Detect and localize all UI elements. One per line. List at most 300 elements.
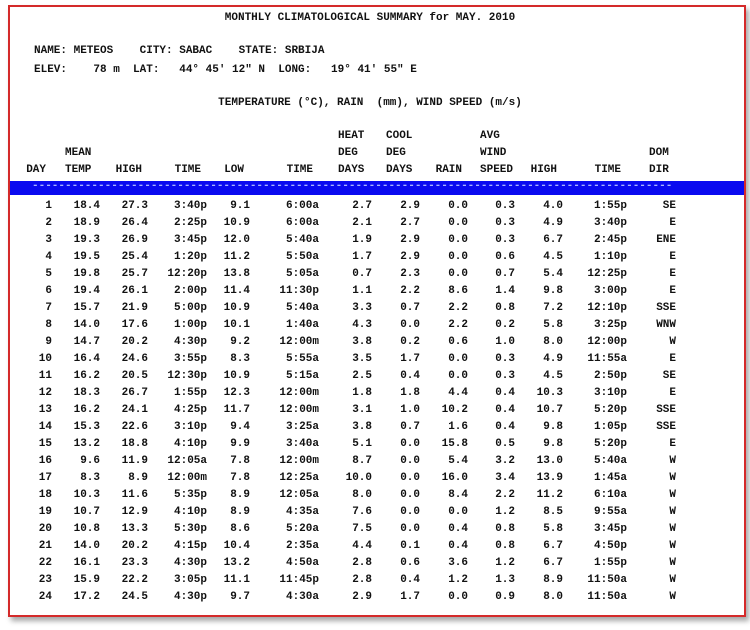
cell-high2: 9.8 — [543, 421, 563, 433]
cell-high: 22.2 — [121, 574, 148, 586]
cell-high2: 6.7 — [543, 540, 563, 552]
cell-mean: 18.9 — [73, 217, 100, 229]
cell-time2: 6:00a — [285, 200, 319, 212]
cell-cool: 2.2 — [400, 285, 420, 297]
cell-mean: 17.2 — [73, 591, 100, 603]
cell-avgwind: 0.4 — [495, 421, 515, 433]
cell-dom: W — [669, 489, 676, 501]
table-row — [10, 455, 746, 472]
cell-avgwind: 0.4 — [495, 387, 515, 399]
cell-time3: 1:55p — [593, 557, 627, 569]
cell-rain: 2.2 — [448, 302, 468, 314]
cell-heat: 1.9 — [352, 234, 372, 246]
cell-high: 11.6 — [121, 489, 148, 501]
table-row — [10, 319, 746, 336]
cell-time: 3:05p — [173, 574, 207, 586]
cell-mean: 16.2 — [73, 370, 100, 382]
cell-time: 5:30p — [173, 523, 207, 535]
cell-mean: 18.3 — [73, 387, 100, 399]
cell-dom: SSE — [656, 302, 676, 314]
cell-dom: W — [669, 336, 676, 348]
data-table — [10, 200, 746, 608]
table-row — [10, 268, 746, 285]
cell-day: 5 — [45, 268, 52, 280]
cell-cool: 1.7 — [400, 591, 420, 603]
cell-time3: 1:10p — [593, 251, 627, 263]
cell-high: 8.9 — [128, 472, 148, 484]
cell-dom: E — [669, 268, 676, 280]
cell-high2: 13.9 — [536, 472, 563, 484]
cell-time2: 1:40a — [285, 319, 319, 331]
cell-time2: 3:40a — [285, 438, 319, 450]
cell-time2: 3:25a — [285, 421, 319, 433]
cell-cool: 0.1 — [400, 540, 420, 552]
cell-heat: 2.1 — [352, 217, 372, 229]
cell-rain: 2.2 — [448, 319, 468, 331]
cell-day: 9 — [45, 336, 52, 348]
cell-low: 9.7 — [230, 591, 250, 603]
cell-high2: 13.0 — [536, 455, 563, 467]
cell-high: 22.6 — [121, 421, 148, 433]
cell-high: 18.8 — [121, 438, 148, 450]
cell-high2: 9.8 — [543, 438, 563, 450]
cell-avgwind: 2.2 — [495, 489, 515, 501]
cell-rain: 0.0 — [448, 217, 468, 229]
cell-mean: 18.4 — [73, 200, 100, 212]
cell-time: 12:05a — [167, 455, 207, 467]
cell-time3: 5:40a — [593, 455, 627, 467]
cell-dom: W — [669, 557, 676, 569]
cell-time3: 5:20p — [593, 438, 627, 450]
cell-rain: 0.0 — [448, 370, 468, 382]
cell-time2: 2:35a — [285, 540, 319, 552]
header-heat-line1: HEAT — [338, 130, 365, 142]
cell-cool: 0.2 — [400, 336, 420, 348]
table-row — [10, 557, 746, 574]
cell-rain: 0.0 — [448, 506, 468, 518]
cell-avgwind: 0.4 — [495, 404, 515, 416]
table-row — [10, 540, 746, 557]
cell-heat: 1.7 — [352, 251, 372, 263]
cell-time3: 2:45p — [593, 234, 627, 246]
cell-day: 2 — [45, 217, 52, 229]
cell-high: 26.7 — [121, 387, 148, 399]
cell-cool: 0.0 — [400, 472, 420, 484]
header-mean-line3: TEMP — [65, 164, 92, 176]
cell-heat: 8.0 — [352, 489, 372, 501]
cell-low: 9.2 — [230, 336, 250, 348]
cell-day: 7 — [45, 302, 52, 314]
cell-mean: 19.8 — [73, 268, 100, 280]
cell-avgwind: 0.7 — [495, 268, 515, 280]
cell-dom: W — [669, 455, 676, 467]
header-low-line3: LOW — [224, 164, 244, 176]
table-row — [10, 421, 746, 438]
cell-time2: 5:55a — [285, 353, 319, 365]
cell-avgwind: 0.8 — [495, 540, 515, 552]
cell-heat: 7.5 — [352, 523, 372, 535]
cell-time2: 12:00m — [279, 387, 319, 399]
cell-heat: 3.8 — [352, 336, 372, 348]
cell-time2: 5:40a — [285, 302, 319, 314]
cell-time3: 12:25p — [587, 268, 627, 280]
cell-heat: 3.5 — [352, 353, 372, 365]
cell-dom: E — [669, 438, 676, 450]
cell-low: 12.0 — [223, 234, 250, 246]
station-location-line: ELEV: 78 m LAT: 44° 45' 12" N LONG: 19° 41' 55" E — [34, 64, 417, 76]
cell-time3: 12:10p — [587, 302, 627, 314]
cell-avgwind: 1.2 — [495, 557, 515, 569]
cell-avgwind: 1.4 — [495, 285, 515, 297]
cell-high2: 5.8 — [543, 523, 563, 535]
cell-low: 10.4 — [223, 540, 250, 552]
cell-dom: E — [669, 387, 676, 399]
cell-low: 8.9 — [230, 489, 250, 501]
table-row — [10, 591, 746, 608]
cell-cool: 2.9 — [400, 251, 420, 263]
cell-time: 4:10p — [173, 438, 207, 450]
cell-high: 26.1 — [121, 285, 148, 297]
cell-rain: 0.4 — [448, 540, 468, 552]
cell-high2: 6.7 — [543, 557, 563, 569]
cell-time3: 11:50a — [587, 574, 627, 586]
cell-time3: 9:55a — [593, 506, 627, 518]
table-row — [10, 336, 746, 353]
cell-time3: 1:45a — [593, 472, 627, 484]
cell-dom: SE — [662, 200, 676, 212]
cell-time: 4:30p — [173, 591, 207, 603]
cell-day: 20 — [38, 523, 52, 535]
table-row — [10, 387, 746, 404]
cell-rain: 16.0 — [441, 472, 468, 484]
cell-cool: 0.0 — [400, 455, 420, 467]
cell-day: 15 — [38, 438, 52, 450]
cell-low: 7.8 — [230, 455, 250, 467]
cell-mean: 19.5 — [73, 251, 100, 263]
cell-rain: 10.2 — [441, 404, 468, 416]
cell-rain: 0.0 — [448, 353, 468, 365]
cell-time2: 5:50a — [285, 251, 319, 263]
cell-time: 12:20p — [167, 268, 207, 280]
cell-rain: 0.0 — [448, 234, 468, 246]
report-window — [8, 5, 746, 617]
cell-high: 20.2 — [121, 540, 148, 552]
cell-heat: 2.8 — [352, 557, 372, 569]
table-row — [10, 404, 746, 421]
cell-time3: 11:50a — [587, 591, 627, 603]
cell-high: 23.3 — [121, 557, 148, 569]
cell-day: 16 — [38, 455, 52, 467]
cell-dom: SE — [662, 370, 676, 382]
cell-high: 24.6 — [121, 353, 148, 365]
cell-time: 4:30p — [173, 557, 207, 569]
header-time-line3: TIME — [174, 164, 201, 176]
cell-time2: 12:05a — [279, 489, 319, 501]
cell-cool: 2.9 — [400, 200, 420, 212]
cell-dom: SSE — [656, 421, 676, 433]
cell-heat: 7.6 — [352, 506, 372, 518]
cell-cool: 1.7 — [400, 353, 420, 365]
cell-time: 1:55p — [173, 387, 207, 399]
cell-heat: 2.5 — [352, 370, 372, 382]
cell-high: 12.9 — [121, 506, 148, 518]
cell-mean: 13.2 — [73, 438, 100, 450]
table-row — [10, 472, 746, 489]
cell-time3: 4:50p — [593, 540, 627, 552]
cell-heat: 3.8 — [352, 421, 372, 433]
cell-heat: 2.7 — [352, 200, 372, 212]
cell-heat: 1.1 — [352, 285, 372, 297]
cell-time2: 12:00m — [279, 404, 319, 416]
cell-cool: 2.9 — [400, 234, 420, 246]
cell-high2: 5.4 — [543, 268, 563, 280]
cell-time2: 12:25a — [279, 472, 319, 484]
table-row — [10, 353, 746, 370]
cell-time: 5:00p — [173, 302, 207, 314]
cell-day: 6 — [45, 285, 52, 297]
cell-rain: 8.4 — [448, 489, 468, 501]
cell-rain: 1.6 — [448, 421, 468, 433]
cell-heat: 2.9 — [352, 591, 372, 603]
table-row — [10, 251, 746, 268]
cell-avgwind: 0.8 — [495, 302, 515, 314]
cell-day: 18 — [38, 489, 52, 501]
cell-time3: 3:40p — [593, 217, 627, 229]
cell-avgwind: 1.2 — [495, 506, 515, 518]
cell-heat: 4.4 — [352, 540, 372, 552]
cell-rain: 0.6 — [448, 336, 468, 348]
cell-day: 14 — [38, 421, 52, 433]
cell-time2: 12:00m — [279, 455, 319, 467]
cell-dom: E — [669, 285, 676, 297]
cell-high2: 8.9 — [543, 574, 563, 586]
cell-dom: W — [669, 523, 676, 535]
cell-heat: 3.3 — [352, 302, 372, 314]
header-heat-line2: DEG — [338, 147, 358, 159]
cell-high2: 6.7 — [543, 234, 563, 246]
table-row — [10, 285, 746, 302]
cell-high: 20.2 — [121, 336, 148, 348]
cell-cool: 0.0 — [400, 489, 420, 501]
cell-time2: 11:45p — [279, 574, 319, 586]
cell-time: 4:25p — [173, 404, 207, 416]
cell-time2: 4:50a — [285, 557, 319, 569]
header-avgwind-line1: AVG — [480, 130, 500, 142]
table-row — [10, 574, 746, 591]
cell-time: 3:45p — [173, 234, 207, 246]
cell-dom: E — [669, 217, 676, 229]
cell-high2: 11.2 — [536, 489, 563, 501]
cell-avgwind: 0.3 — [495, 217, 515, 229]
cell-mean: 14.7 — [73, 336, 100, 348]
cell-day: 24 — [38, 591, 52, 603]
cell-time: 5:35p — [173, 489, 207, 501]
cell-low: 10.9 — [223, 302, 250, 314]
cell-avgwind: 0.5 — [495, 438, 515, 450]
cell-high: 25.4 — [121, 251, 148, 263]
cell-mean: 10.3 — [73, 489, 100, 501]
cell-time3: 2:50p — [593, 370, 627, 382]
cell-high2: 10.7 — [536, 404, 563, 416]
table-row — [10, 370, 746, 387]
cell-time3: 1:55p — [593, 200, 627, 212]
cell-day: 12 — [38, 387, 52, 399]
cell-rain: 0.4 — [448, 523, 468, 535]
cell-low: 8.9 — [230, 506, 250, 518]
cell-rain: 4.4 — [448, 387, 468, 399]
cell-low: 11.4 — [223, 285, 250, 297]
cell-time2: 6:00a — [285, 217, 319, 229]
cell-mean: 19.4 — [73, 285, 100, 297]
cell-dom: W — [669, 574, 676, 586]
cell-dom: SSE — [656, 404, 676, 416]
separator-dashes: ------------------------------------------------------------------------------------------------- — [32, 181, 673, 192]
station-info-line: NAME: METEOS CITY: SABAC STATE: SRBIJA — [34, 45, 325, 57]
table-row — [10, 438, 746, 455]
report-title: MONTHLY CLIMATOLOGICAL SUMMARY for MAY. 2010 — [224, 12, 516, 24]
cell-time: 2:00p — [173, 285, 207, 297]
table-row — [10, 489, 746, 506]
cell-high2: 7.2 — [543, 302, 563, 314]
cell-day: 19 — [38, 506, 52, 518]
table-row — [10, 200, 746, 217]
cell-high: 13.3 — [121, 523, 148, 535]
cell-high2: 4.5 — [543, 370, 563, 382]
header-cool-line1: COOL — [386, 130, 413, 142]
cell-time: 4:15p — [173, 540, 207, 552]
cell-cool: 2.3 — [400, 268, 420, 280]
header-heat-line3: DAYS — [338, 164, 365, 176]
header-time3-line3: TIME — [594, 164, 621, 176]
cell-mean: 16.2 — [73, 404, 100, 416]
header-high2-line3: HIGH — [530, 164, 557, 176]
cell-high2: 8.0 — [543, 591, 563, 603]
cell-dom: W — [669, 540, 676, 552]
cell-high2: 4.9 — [543, 353, 563, 365]
cell-mean: 15.3 — [73, 421, 100, 433]
cell-time: 3:55p — [173, 353, 207, 365]
cell-dom: ENE — [656, 234, 676, 246]
cell-avgwind: 0.9 — [495, 591, 515, 603]
cell-high2: 4.9 — [543, 217, 563, 229]
table-row — [10, 302, 746, 319]
cell-time: 3:40p — [173, 200, 207, 212]
cell-time: 1:20p — [173, 251, 207, 263]
header-time2-line3: TIME — [286, 164, 313, 176]
cell-mean: 10.7 — [73, 506, 100, 518]
cell-time2: 5:20a — [285, 523, 319, 535]
cell-mean: 15.9 — [73, 574, 100, 586]
cell-day: 17 — [38, 472, 52, 484]
cell-time: 12:00m — [167, 472, 207, 484]
cell-avgwind: 0.8 — [495, 523, 515, 535]
cell-mean: 14.0 — [73, 540, 100, 552]
cell-rain: 0.0 — [448, 268, 468, 280]
cell-heat: 5.1 — [352, 438, 372, 450]
cell-avgwind: 0.6 — [495, 251, 515, 263]
cell-dom: WNW — [656, 319, 676, 331]
cell-time2: 11:30p — [279, 285, 319, 297]
cell-cool: 0.4 — [400, 574, 420, 586]
cell-time3: 3:10p — [593, 387, 627, 399]
cell-day: 11 — [38, 370, 52, 382]
cell-time3: 12:00p — [587, 336, 627, 348]
cell-time3: 5:20p — [593, 404, 627, 416]
table-row — [10, 217, 746, 234]
cell-avgwind: 0.3 — [495, 200, 515, 212]
cell-rain: 5.4 — [448, 455, 468, 467]
cell-time3: 11:55a — [587, 353, 627, 365]
cell-rain: 8.6 — [448, 285, 468, 297]
cell-dom: W — [669, 591, 676, 603]
cell-avgwind: 0.3 — [495, 353, 515, 365]
table-row — [10, 506, 746, 523]
cell-low: 9.1 — [230, 200, 250, 212]
cell-day: 8 — [45, 319, 52, 331]
cell-time3: 3:45p — [593, 523, 627, 535]
cell-day: 23 — [38, 574, 52, 586]
header-high-line3: HIGH — [115, 164, 142, 176]
cell-low: 10.1 — [223, 319, 250, 331]
cell-time2: 5:05a — [285, 268, 319, 280]
cell-day: 13 — [38, 404, 52, 416]
cell-heat: 2.8 — [352, 574, 372, 586]
cell-high2: 9.8 — [543, 285, 563, 297]
cell-high: 20.5 — [121, 370, 148, 382]
header-separator-bar — [10, 181, 746, 195]
header-avgwind-line2: WIND — [480, 147, 507, 159]
cell-high: 11.9 — [121, 455, 148, 467]
cell-time2: 4:35a — [285, 506, 319, 518]
cell-time: 2:25p — [173, 217, 207, 229]
cell-avgwind: 3.4 — [495, 472, 515, 484]
cell-high2: 10.3 — [536, 387, 563, 399]
cell-mean: 8.3 — [80, 472, 100, 484]
cell-low: 12.3 — [223, 387, 250, 399]
cell-heat: 0.7 — [352, 268, 372, 280]
cell-high2: 4.5 — [543, 251, 563, 263]
cell-dom: W — [669, 506, 676, 518]
cell-mean: 16.1 — [73, 557, 100, 569]
table-row — [10, 234, 746, 251]
header-cool-line3: DAYS — [386, 164, 413, 176]
cell-low: 9.4 — [230, 421, 250, 433]
cell-low: 10.9 — [223, 217, 250, 229]
cell-rain: 0.0 — [448, 251, 468, 263]
header-dom-line3: DIR — [649, 164, 669, 176]
cell-avgwind: 1.0 — [495, 336, 515, 348]
header-cool-line2: DEG — [386, 147, 406, 159]
cell-high: 24.5 — [121, 591, 148, 603]
cell-low: 8.6 — [230, 523, 250, 535]
cell-high2: 8.0 — [543, 336, 563, 348]
cell-rain: 0.0 — [448, 200, 468, 212]
table-row — [10, 523, 746, 540]
cell-high: 21.9 — [121, 302, 148, 314]
cell-time: 12:30p — [167, 370, 207, 382]
cell-low: 9.9 — [230, 438, 250, 450]
cell-high: 26.4 — [121, 217, 148, 229]
cell-day: 21 — [38, 540, 52, 552]
cell-dom: E — [669, 251, 676, 263]
cell-high2: 4.0 — [543, 200, 563, 212]
cell-cool: 0.7 — [400, 302, 420, 314]
cell-low: 8.3 — [230, 353, 250, 365]
cell-time2: 5:40a — [285, 234, 319, 246]
cell-day: 3 — [45, 234, 52, 246]
cell-low: 11.2 — [223, 251, 250, 263]
cell-cool: 0.0 — [400, 523, 420, 535]
